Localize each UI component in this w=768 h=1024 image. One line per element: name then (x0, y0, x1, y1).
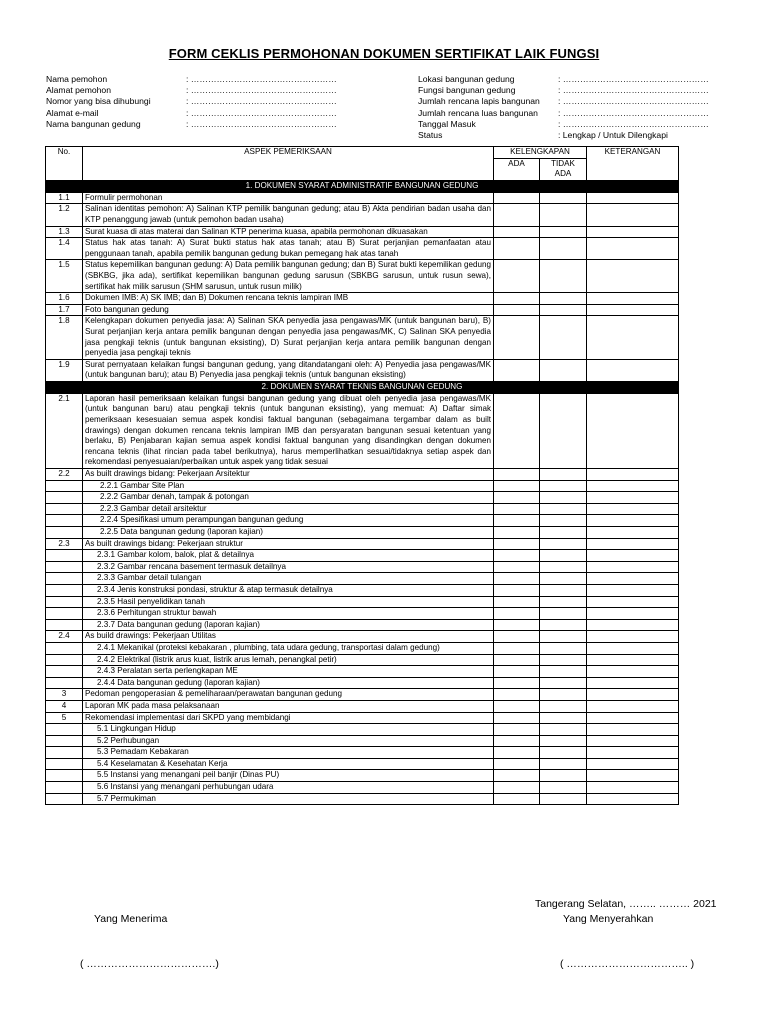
info-value[interactable]: : …………………………………………… (558, 107, 709, 118)
table-row (46, 359, 679, 381)
row-number: 1.4 (46, 238, 83, 260)
info-value[interactable]: : …………………………………………… (186, 107, 337, 118)
row-number: 2.4 (46, 631, 83, 643)
info-label: Fungsi bangunan gedung (418, 85, 516, 96)
table-row (46, 304, 679, 316)
row-number (46, 550, 83, 562)
row-aspect: Surat kuasa di atas materai dan Salinan KTP penerima kuasa, apabila permohonan dikuasakan (83, 226, 494, 238)
ada-checkbox-cell[interactable] (494, 226, 540, 238)
keterangan-cell[interactable] (587, 260, 679, 293)
table-row (46, 393, 679, 468)
row-aspect: 2.3.4 Jenis konstruksi pondasi, struktur & atap termasuk detailnya (83, 584, 494, 596)
row-aspect: 5.6 Instansi yang menangani perhubungan udara (83, 782, 494, 794)
row-number (46, 724, 83, 736)
row-number: 1.1 (46, 192, 83, 204)
table-row (46, 608, 679, 620)
ada-checkbox-cell[interactable] (494, 584, 540, 596)
sender-name-line: ( …………………………….. ) (560, 958, 695, 970)
row-aspect: Laporan MK pada masa pelaksanaan (83, 700, 494, 712)
row-number (46, 596, 83, 608)
tidak-ada-checkbox-cell[interactable] (540, 515, 587, 527)
row-aspect: Pedoman pengoperasian & pemeliharaan/perawatan bangunan gedung (83, 689, 494, 701)
row-aspect: 5.7 Permukiman (83, 793, 494, 805)
tidak-ada-checkbox-cell[interactable] (540, 204, 587, 226)
keterangan-cell[interactable] (587, 584, 679, 596)
table-row (46, 666, 679, 678)
applicant-info-left (46, 74, 337, 130)
tidak-ada-checkbox-cell[interactable] (540, 654, 587, 666)
tidak-ada-checkbox-cell[interactable] (540, 782, 587, 794)
table-row (46, 654, 679, 666)
keterangan-cell[interactable] (587, 712, 679, 724)
table-row (46, 782, 679, 794)
row-number: 1.3 (46, 226, 83, 238)
tidak-ada-checkbox-cell[interactable] (540, 226, 587, 238)
form-title: FORM CEKLIS PERMOHONAN DOKUMEN SERTIFIKAT LAIK FUNGSI (168, 46, 600, 61)
table-row (46, 584, 679, 596)
keterangan-cell[interactable] (587, 782, 679, 794)
row-number (46, 608, 83, 620)
table-row (46, 677, 679, 689)
keterangan-cell[interactable] (587, 316, 679, 359)
table-row (46, 573, 679, 585)
info-row (46, 108, 337, 119)
row-number (46, 735, 83, 747)
ada-checkbox-cell[interactable] (494, 596, 540, 608)
info-value[interactable]: : Lengkap / Untuk Dilengkapi (558, 130, 668, 141)
tidak-ada-checkbox-cell[interactable] (540, 527, 587, 539)
ada-checkbox-cell[interactable] (494, 260, 540, 293)
row-aspect: 2.4.2 Elektrikal (listrik arus kuat, listrik arus lemah, penangkal petir) (83, 654, 494, 666)
ada-checkbox-cell[interactable] (494, 782, 540, 794)
row-aspect: Foto bangunan gedung (83, 304, 494, 316)
info-label: Nama bangunan gedung (46, 118, 141, 129)
tidak-ada-checkbox-cell[interactable] (540, 492, 587, 504)
header-ada: ADA (494, 158, 540, 180)
row-aspect: 2.2.5 Data bangunan gedung (laporan kajian) (83, 527, 494, 539)
table-row (46, 260, 679, 293)
row-aspect: As build drawings: Pekerjaan Utilitas (83, 631, 494, 643)
tidak-ada-checkbox-cell[interactable] (540, 538, 587, 550)
row-number: 1.5 (46, 260, 83, 293)
table-row (46, 538, 679, 550)
row-aspect: 2.4.4 Data bangunan gedung (laporan kajian) (83, 677, 494, 689)
keterangan-cell[interactable] (587, 293, 679, 305)
keterangan-cell[interactable] (587, 608, 679, 620)
row-aspect: Salinan identitas pemohon: A) Salinan KTP pemilik bangunan gedung; atau B) Akta pendirian badan usaha dan KTP penanggung jawab (untuk pemohon badan usaha) (83, 204, 494, 226)
ada-checkbox-cell[interactable] (494, 619, 540, 631)
tidak-ada-checkbox-cell[interactable] (540, 642, 587, 654)
table-row (46, 596, 679, 608)
header-tidak-ada: TIDAK ADA (540, 158, 587, 180)
info-label: Tanggal Masuk (418, 118, 476, 129)
ada-checkbox-cell[interactable] (494, 770, 540, 782)
tidak-ada-checkbox-cell[interactable] (540, 619, 587, 631)
ada-checkbox-cell[interactable] (494, 700, 540, 712)
table-row (46, 480, 679, 492)
tidak-ada-checkbox-cell[interactable] (540, 596, 587, 608)
ada-checkbox-cell[interactable] (494, 192, 540, 204)
table-row (46, 758, 679, 770)
info-row (418, 119, 709, 130)
info-label: Lokasi bangunan gedung (418, 74, 515, 84)
tidak-ada-checkbox-cell[interactable] (540, 724, 587, 736)
table-row (46, 238, 679, 260)
row-aspect: 5.2 Perhubungan (83, 735, 494, 747)
row-number: 1.7 (46, 304, 83, 316)
info-row (418, 74, 709, 85)
ada-checkbox-cell[interactable] (494, 573, 540, 585)
info-row (46, 96, 337, 107)
keterangan-cell[interactable] (587, 359, 679, 381)
row-number: 1.9 (46, 359, 83, 381)
keterangan-cell[interactable] (587, 724, 679, 736)
checklist-table (45, 146, 679, 805)
keterangan-cell[interactable] (587, 393, 679, 468)
table-row (46, 527, 679, 539)
row-number: 2.1 (46, 393, 83, 468)
keterangan-cell[interactable] (587, 538, 679, 550)
table-row (46, 226, 679, 238)
tidak-ada-checkbox-cell[interactable] (540, 359, 587, 381)
tidak-ada-checkbox-cell[interactable] (540, 666, 587, 678)
row-aspect: Status hak atas tanah: A) Surat bukti status hak atas tanah; atau B) Surat perjanjian pemanfaatan atau penggunaan tanah, apabila pemilik bangunan gedung bukan pemegang hak atas tanah (83, 238, 494, 260)
ada-checkbox-cell[interactable] (494, 538, 540, 550)
header-aspek: ASPEK PEMERIKSAAN (83, 147, 494, 181)
tidak-ada-checkbox-cell[interactable] (540, 747, 587, 759)
table-row (46, 550, 679, 562)
ada-checkbox-cell[interactable] (494, 631, 540, 643)
keterangan-cell[interactable] (587, 550, 679, 562)
receiver-label: Yang Menerima (94, 913, 168, 925)
keterangan-cell[interactable] (587, 304, 679, 316)
tidak-ada-checkbox-cell[interactable] (540, 608, 587, 620)
keterangan-cell[interactable] (587, 619, 679, 631)
row-number (46, 677, 83, 689)
info-value[interactable]: : …………………………………………… (558, 85, 709, 96)
row-number (46, 770, 83, 782)
info-label: Alamat e-mail (46, 107, 99, 118)
row-aspect: 5.5 Instansi yang menangani peil banjir (Dinas PU) (83, 770, 494, 782)
ada-checkbox-cell[interactable] (494, 793, 540, 805)
info-row (46, 119, 337, 130)
row-aspect: As built drawings bidang: Pekerjaan struktur (83, 538, 494, 550)
tidak-ada-checkbox-cell[interactable] (540, 573, 587, 585)
info-label: Nomor yang bisa dihubungi (46, 96, 151, 107)
ada-checkbox-cell[interactable] (494, 469, 540, 481)
keterangan-cell[interactable] (587, 770, 679, 782)
section-title: 1. DOKUMEN SYARAT ADMINISTRATIF BANGUNAN GEDUNG (46, 180, 679, 192)
keterangan-cell[interactable] (587, 515, 679, 527)
row-number (46, 480, 83, 492)
table-row (46, 469, 679, 481)
keterangan-cell[interactable] (587, 238, 679, 260)
sender-label: Yang Menyerahkan (563, 913, 654, 925)
keterangan-cell[interactable] (587, 204, 679, 226)
row-number (46, 584, 83, 596)
row-aspect: 2.2.2 Gambar denah, tampak & potongan (83, 492, 494, 504)
info-label: Jumlah rencana luas bangunan (418, 107, 538, 118)
ada-checkbox-cell[interactable] (494, 689, 540, 701)
info-row (418, 85, 709, 96)
tidak-ada-checkbox-cell[interactable] (540, 700, 587, 712)
tidak-ada-checkbox-cell[interactable] (540, 561, 587, 573)
keterangan-cell[interactable] (587, 700, 679, 712)
ada-checkbox-cell[interactable] (494, 359, 540, 381)
ada-checkbox-cell[interactable] (494, 238, 540, 260)
table-row (46, 642, 679, 654)
table-row (46, 700, 679, 712)
ada-checkbox-cell[interactable] (494, 712, 540, 724)
row-number (46, 619, 83, 631)
ada-checkbox-cell[interactable] (494, 204, 540, 226)
row-aspect: 2.2.3 Gambar detail arsitektur (83, 503, 494, 515)
receiver-name-line: ( ……………………………….) (80, 958, 219, 970)
row-aspect: 2.2.4 Spesifikasi umum perampungan bangunan gedung (83, 515, 494, 527)
keterangan-cell[interactable] (587, 561, 679, 573)
tidak-ada-checkbox-cell[interactable] (540, 293, 587, 305)
info-value[interactable]: : …………………………………………… (558, 118, 709, 129)
ada-checkbox-cell[interactable] (494, 747, 540, 759)
tidak-ada-checkbox-cell[interactable] (540, 770, 587, 782)
tidak-ada-checkbox-cell[interactable] (540, 480, 587, 492)
info-label: Status (418, 130, 443, 141)
ada-checkbox-cell[interactable] (494, 758, 540, 770)
row-aspect: Rekomendasi implementasi dari SKPD yang membidangi (83, 712, 494, 724)
keterangan-cell[interactable] (587, 642, 679, 654)
table-row (46, 293, 679, 305)
row-number: 1.2 (46, 204, 83, 226)
tidak-ada-checkbox-cell[interactable] (540, 469, 587, 481)
ada-checkbox-cell[interactable] (494, 527, 540, 539)
keterangan-cell[interactable] (587, 480, 679, 492)
keterangan-cell[interactable] (587, 689, 679, 701)
row-number (46, 573, 83, 585)
keterangan-cell[interactable] (587, 677, 679, 689)
row-aspect: 5.3 Pemadam Kebakaran (83, 747, 494, 759)
row-number (46, 642, 83, 654)
row-number (46, 782, 83, 794)
info-value[interactable]: : …………………………………………… (558, 74, 709, 84)
info-label: Nama pemohon (46, 74, 108, 84)
tidak-ada-checkbox-cell[interactable] (540, 584, 587, 596)
table-row (46, 770, 679, 782)
table-row (46, 793, 679, 805)
ada-checkbox-cell[interactable] (494, 735, 540, 747)
row-number (46, 492, 83, 504)
row-aspect: 2.3.5 Hasil penyelidikan tanah (83, 596, 494, 608)
tidak-ada-checkbox-cell[interactable] (540, 393, 587, 468)
keterangan-cell[interactable] (587, 735, 679, 747)
keterangan-cell[interactable] (587, 573, 679, 585)
table-row (46, 619, 679, 631)
row-number (46, 747, 83, 759)
header-keterangan: KETERANGAN (587, 147, 679, 181)
table-row (46, 316, 679, 359)
row-aspect: Dokumen IMB: A) SK IMB; dan B) Dokumen rencana teknis lampiran IMB (83, 293, 494, 305)
ada-checkbox-cell[interactable] (494, 561, 540, 573)
keterangan-cell[interactable] (587, 503, 679, 515)
section-header-row (46, 180, 679, 192)
row-aspect: As built drawings bidang: Pekerjaan Arsitektur (83, 469, 494, 481)
tidak-ada-checkbox-cell[interactable] (540, 712, 587, 724)
table-row (46, 492, 679, 504)
keterangan-cell[interactable] (587, 469, 679, 481)
ada-checkbox-cell[interactable] (494, 666, 540, 678)
row-number: 2.2 (46, 469, 83, 481)
table-row (46, 503, 679, 515)
ada-checkbox-cell[interactable] (494, 304, 540, 316)
row-number: 5 (46, 712, 83, 724)
row-number (46, 793, 83, 805)
row-aspect: 2.4.1 Mekanikal (proteksi kebakaran , plumbing, tata udara gedung, transportasi dalam gedung) (83, 642, 494, 654)
keterangan-cell[interactable] (587, 666, 679, 678)
row-aspect: Kelengkapan dokumen penyedia jasa: A) Salinan SKA penyedia jasa pengawas/MK (untuk bangunan baru), B) Surat perjanjian kerja antara pemilik bangunan dengan penyedia jasa pengawas/MK, C) Salinan SKA penyedia jasa pengkaji teknis (untuk bangunan eksisting), D) Surat perjanjian kerja antara pemilik bangunan dengan penyedia jasa pengkaji teknis (83, 316, 494, 359)
info-row (46, 85, 337, 96)
ada-checkbox-cell[interactable] (494, 642, 540, 654)
ada-checkbox-cell[interactable] (494, 724, 540, 736)
row-number (46, 666, 83, 678)
info-value[interactable]: : …………………………………………… (558, 96, 709, 107)
ada-checkbox-cell[interactable] (494, 293, 540, 305)
table-row (46, 192, 679, 204)
tidak-ada-checkbox-cell[interactable] (540, 238, 587, 260)
ada-checkbox-cell[interactable] (494, 677, 540, 689)
row-number (46, 503, 83, 515)
applicant-info-right (418, 74, 709, 141)
row-number (46, 758, 83, 770)
row-aspect: 2.3.7 Data bangunan gedung (laporan kajian) (83, 619, 494, 631)
tidak-ada-checkbox-cell[interactable] (540, 503, 587, 515)
table-row (46, 515, 679, 527)
row-number (46, 527, 83, 539)
keterangan-cell[interactable] (587, 596, 679, 608)
tidak-ada-checkbox-cell[interactable] (540, 550, 587, 562)
table-row (46, 735, 679, 747)
row-aspect: 2.3.6 Perhitungan struktur bawah (83, 608, 494, 620)
tidak-ada-checkbox-cell[interactable] (540, 631, 587, 643)
tidak-ada-checkbox-cell[interactable] (540, 316, 587, 359)
table-row (46, 689, 679, 701)
table-row (46, 204, 679, 226)
section-title: 2. DOKUMEN SYARAT TEKNIS BANGUNAN GEDUNG (46, 381, 679, 393)
info-value[interactable]: : …………………………………………… (186, 85, 337, 96)
keterangan-cell[interactable] (587, 758, 679, 770)
ada-checkbox-cell[interactable] (494, 503, 540, 515)
keterangan-cell[interactable] (587, 492, 679, 504)
header-no: No. (46, 147, 83, 181)
table-row (46, 631, 679, 643)
table-row (46, 724, 679, 736)
info-row (418, 130, 709, 141)
tidak-ada-checkbox-cell[interactable] (540, 689, 587, 701)
info-row (418, 96, 709, 107)
ada-checkbox-cell[interactable] (494, 316, 540, 359)
tidak-ada-checkbox-cell[interactable] (540, 735, 587, 747)
row-aspect: 2.3.1 Gambar kolom, balok, plat & detailnya (83, 550, 494, 562)
row-aspect: 2.3.3 Gambar detail tulangan (83, 573, 494, 585)
row-number: 1.6 (46, 293, 83, 305)
tidak-ada-checkbox-cell[interactable] (540, 793, 587, 805)
row-aspect: 5.4 Keselamatan & Kesehatan Kerja (83, 758, 494, 770)
table-row (46, 712, 679, 724)
ada-checkbox-cell[interactable] (494, 492, 540, 504)
row-aspect: Status kepemilikan bangunan gedung: A) Data pemilik bangunan gedung; dan B) Surat bukti kepemilikan gedung (SBKBG, jika ada), sertifikat kepemilikan bangunan gedung sarusun (SBKBG sarusun, untuk rusun sewa), sertifikat hak milik sarusun (SHM sarusun, untuk rusun milik) (83, 260, 494, 293)
row-number: 2.3 (46, 538, 83, 550)
keterangan-cell[interactable] (587, 793, 679, 805)
info-value[interactable]: : …………………………………………… (186, 74, 337, 84)
keterangan-cell[interactable] (587, 631, 679, 643)
ada-checkbox-cell[interactable] (494, 550, 540, 562)
ada-checkbox-cell[interactable] (494, 393, 540, 468)
row-aspect: 2.3.2 Gambar rencana basement termasuk detailnya (83, 561, 494, 573)
header-kelengkapan: KELENGKAPAN (494, 147, 587, 159)
row-number (46, 654, 83, 666)
ada-checkbox-cell[interactable] (494, 480, 540, 492)
row-number: 1.8 (46, 316, 83, 359)
ada-checkbox-cell[interactable] (494, 515, 540, 527)
info-row (418, 108, 709, 119)
info-value[interactable]: : …………………………………………… (186, 118, 337, 129)
keterangan-cell[interactable] (587, 527, 679, 539)
info-label: Alamat pemohon (46, 85, 111, 96)
info-row (46, 74, 337, 85)
keterangan-cell[interactable] (587, 747, 679, 759)
table-row (46, 561, 679, 573)
row-number (46, 561, 83, 573)
row-aspect: Laporan hasil pemeriksaan kelaikan fungsi bangunan gedung yang dibuat oleh penyedia jasa pengawas/MK (untuk bangunan baru) atau pengkaji teknis (untuk bangunan eksisting), yang memuat: A) Daftar simak pemeriksaan kesesuaian semua aspek kondisi faktual bangunan (sebagaimana tergambar dalam as built drawings) dengan dokumen rencana teknis lampiran IMB dan persyaratan bangunan sesuai ketentuan yang berlaku, B) Penjabaran kajian semua aspek kondisi faktual bangunan yang disandingkan dengan dokumen rencana teknis (lihat rincian pada tabel berikutnya), harus memperlihatkan sesuai/tidaknya setiap aspek dan rekomendasi penyesuaian/perbaikan untuk aspek yang tidak sesuai (83, 393, 494, 468)
table-row (46, 747, 679, 759)
row-number (46, 515, 83, 527)
tidak-ada-checkbox-cell[interactable] (540, 260, 587, 293)
keterangan-cell[interactable] (587, 192, 679, 204)
row-aspect: 5.1 Lingkungan Hidup (83, 724, 494, 736)
row-aspect: 2.2.1 Gambar Site Plan (83, 480, 494, 492)
section-header-row (46, 381, 679, 393)
info-label: Jumlah rencana lapis bangunan (418, 96, 540, 107)
tidak-ada-checkbox-cell[interactable] (540, 192, 587, 204)
ada-checkbox-cell[interactable] (494, 608, 540, 620)
place-date: Tangerang Selatan, …….. ……… 2021 (535, 898, 717, 910)
row-number: 4 (46, 700, 83, 712)
row-aspect: Formulir permohonan (83, 192, 494, 204)
ada-checkbox-cell[interactable] (494, 654, 540, 666)
info-value[interactable]: : …………………………………………… (186, 96, 337, 107)
tidak-ada-checkbox-cell[interactable] (540, 304, 587, 316)
tidak-ada-checkbox-cell[interactable] (540, 758, 587, 770)
tidak-ada-checkbox-cell[interactable] (540, 677, 587, 689)
row-aspect: Surat pernyataan kelaikan fungsi bangunan gedung, yang ditandatangani oleh: A) Penyedia jasa pengawas/MK (untuk bangunan baru); atau B) Penyedia jasa pengkaji teknis (untuk bangunan eksisting) (83, 359, 494, 381)
row-aspect: 2.4.3 Peralatan serta perlengkapan ME (83, 666, 494, 678)
keterangan-cell[interactable] (587, 654, 679, 666)
row-number: 3 (46, 689, 83, 701)
keterangan-cell[interactable] (587, 226, 679, 238)
